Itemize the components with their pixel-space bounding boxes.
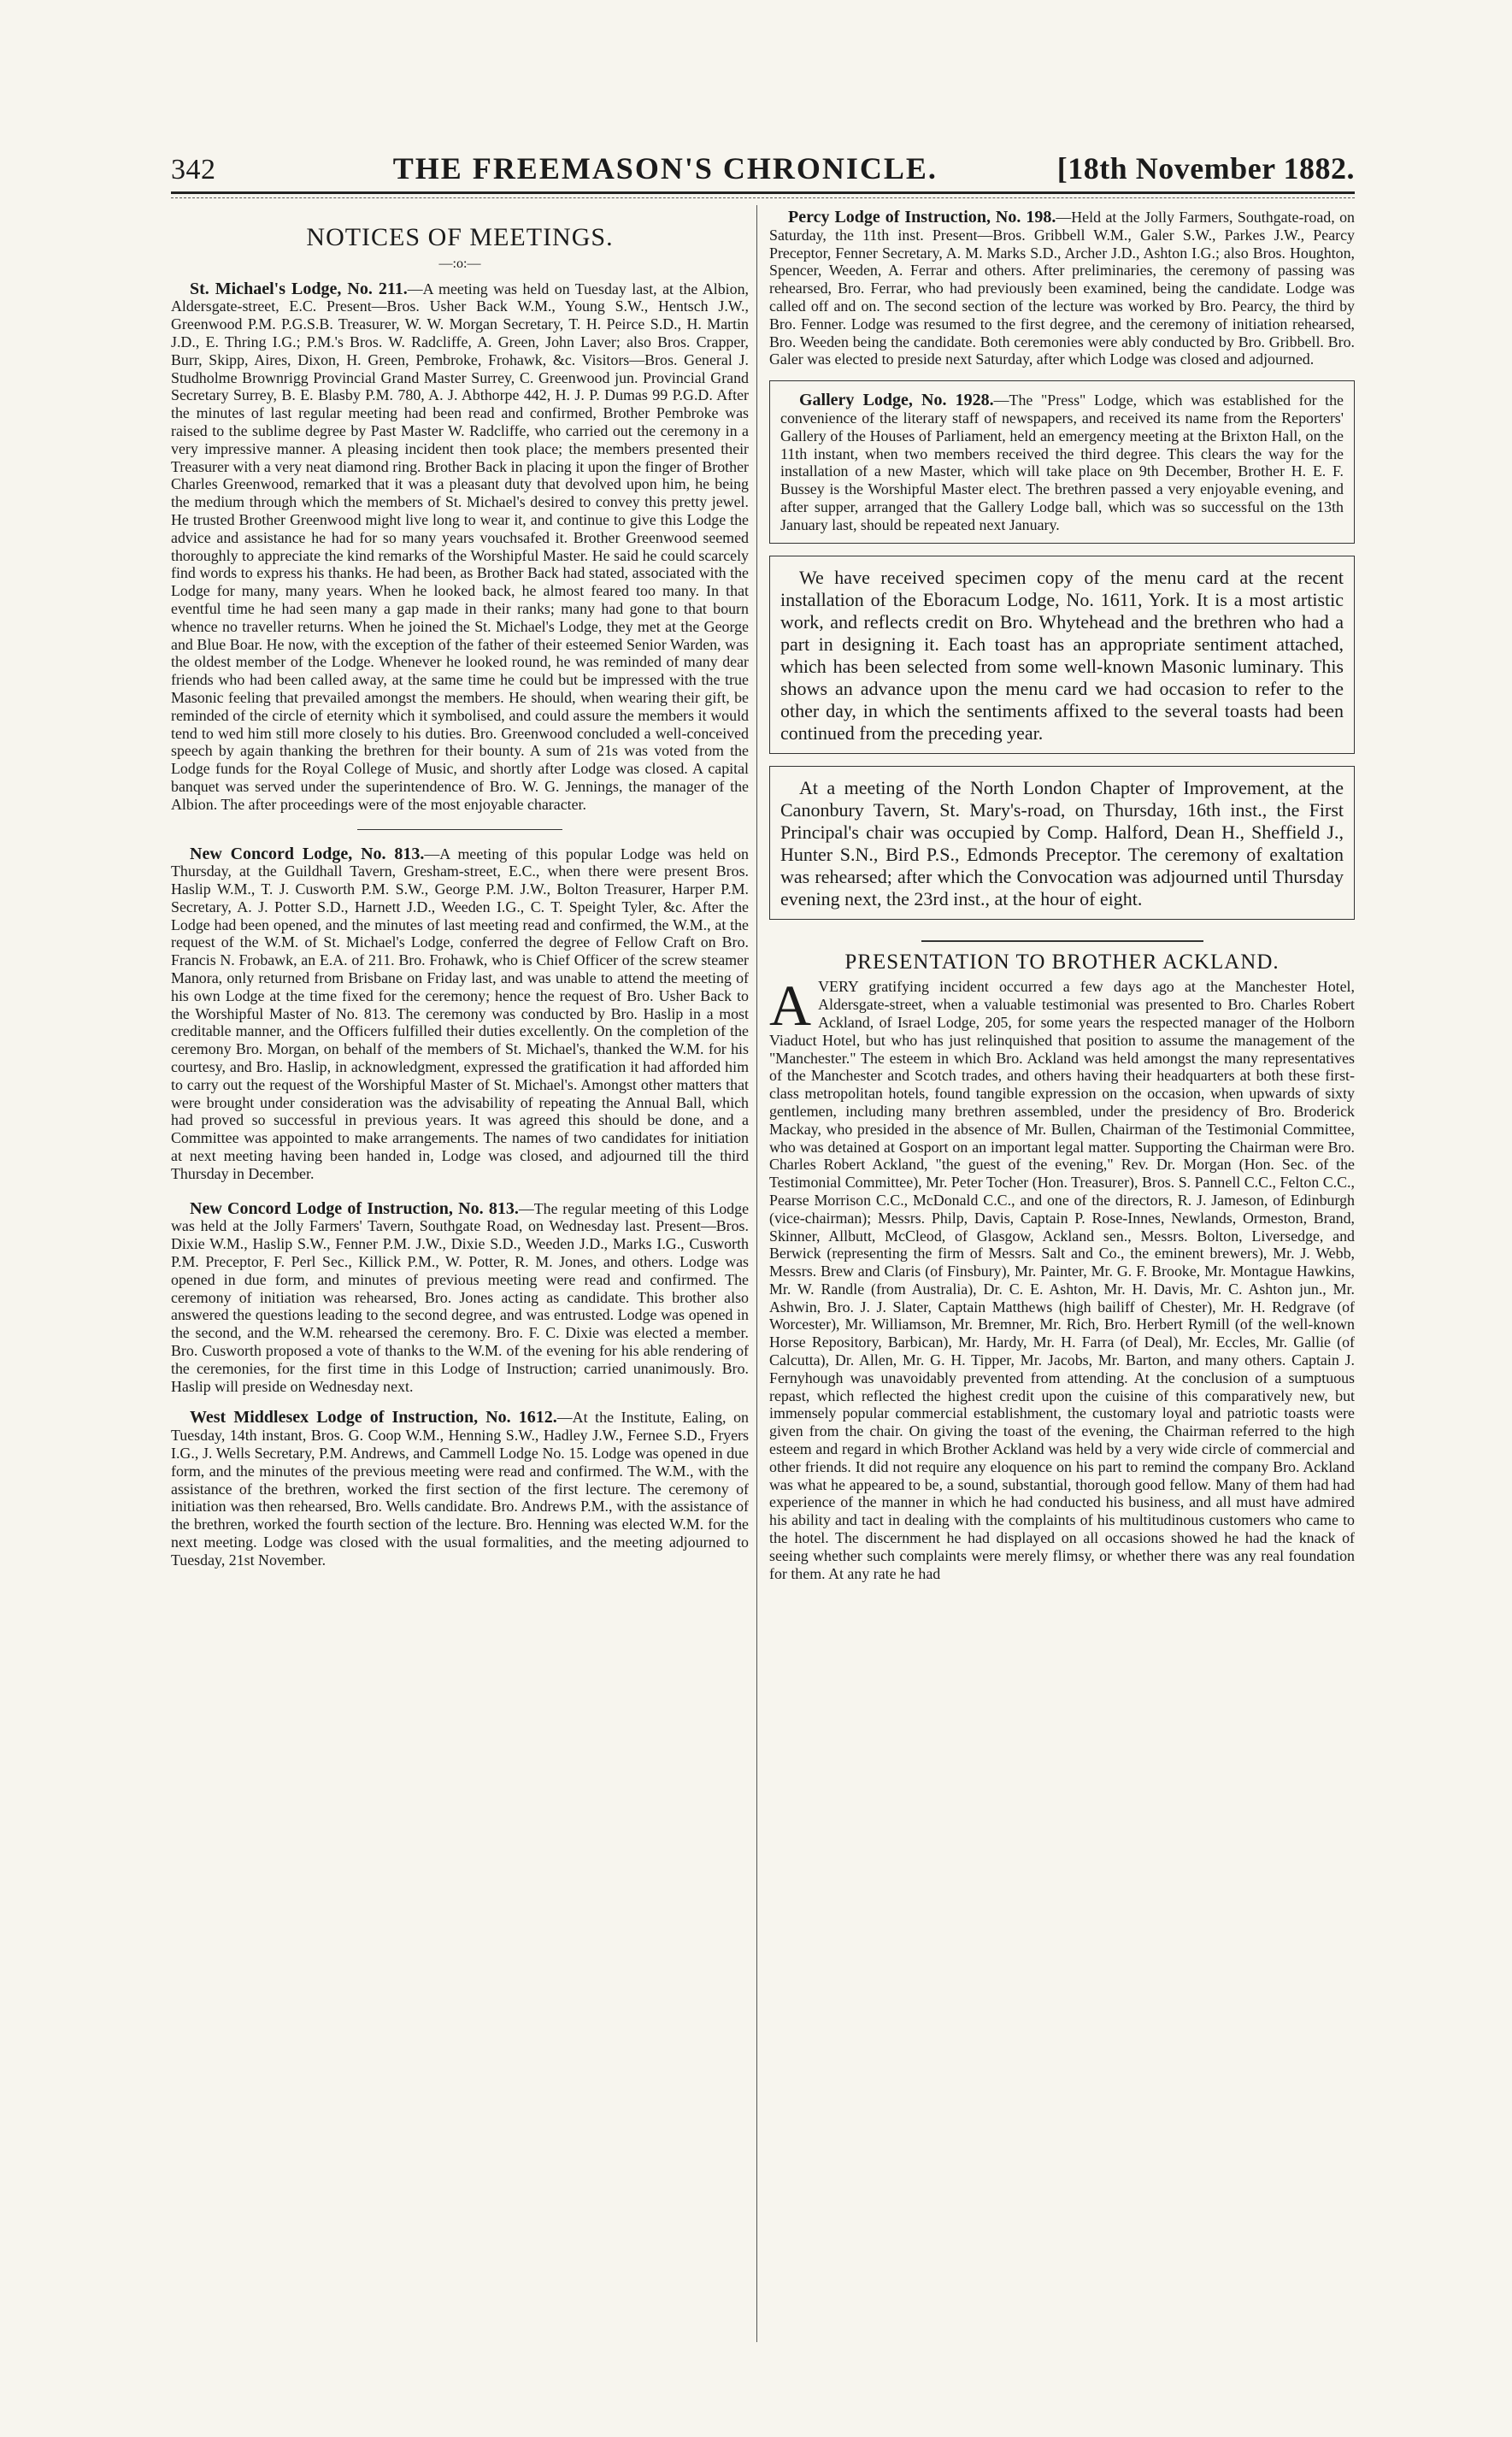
presentation-article [769, 973, 1355, 1582]
masthead-rule [171, 191, 1355, 194]
article-west-middlesex [171, 1409, 749, 1569]
presentation-title: PRESENTATION TO BROTHER ACKLAND. [844, 950, 1280, 974]
menu-card-notice: We have received specimen copy of the menu card at the recent installation of the Eboracum Lodge, No. 1611, York. It is a most artistic work, and reflects credit on Bro. Whytehead and the brethren who had a part in designing it. Each toast has an appropriate sentiment attached, which has been selected from some well-known Masonic luminary. This shows an advance upon the menu card we had occasion to refer to the other day, in which the sentiments affixed to the several toasts had been continued from the preceding year. [780, 566, 1344, 744]
menu-card-box [769, 556, 1355, 754]
column-divider [756, 205, 757, 2342]
page-number: 342 [171, 154, 216, 185]
drop-cap: A [769, 973, 812, 1039]
masthead [171, 135, 1355, 186]
chapter-box [769, 766, 1355, 920]
article-body: —Held at the Jolly Farmers, Southgate-road, on Saturday, the 11th inst. Present—Bros. Gribbell W.M., Galer S.W., Parkes J.W., Pearcy Preceptor, Fenner Secretary, A. M. Marks S.D., Archer J.D., Ashton I.G.; also Bros. Houghton, Spencer, Weeden, A. Ferrar and others. After preliminaries, the ceremony of passing was rehearsed, Bro. Ferrar, who had previously been examined, being the candidate. Lodge was called off and on. The second section of the lecture was worked by Bro. Pearcy, the third by Bro. Fenner. Lodge was resumed to the first degree, and the ceremony of initiation rehearsed, Bro. Weeden being the candidate. Both ceremonies were ably conducted by Bro. Gribbell. Bro. Galer was elected to preside next Saturday, after which Lodge was closed and adjourned. [769, 209, 1356, 368]
masthead-dashed-rule [171, 197, 1355, 198]
article-percy [769, 209, 1355, 368]
left-column [171, 209, 749, 1569]
article-heading: Percy Lodge of Instruction, No. 198. [788, 208, 1056, 227]
article-heading: Gallery Lodge, No. 1928. [799, 391, 994, 410]
article-body: —The "Press" Lodge, which was established for the convenience of the literary staff of newspapers, and received its name from the Reporters' Gallery of the Houses of Parliament, held an emergency meeting at the Brixton Hall, on the 11th instant, when two members received the third degree. This clears the way for the installation of a new Master, which will take place on 9th December, Brother H. E. F. Bussey is the Worshipful Master elect. The brethren passed a very enjoyable evening, and after supper, arranged that the Gallery Lodge ball, which was so successful on the 13th January last, should be repeated next January. [780, 391, 1344, 533]
article-body: —The regular meeting of this Lodge was held at the Jolly Farmers' Tavern, Southgate Road, on Wednesday last. Present—Bros. Dixie W.M., Haslip S.W., Fenner P.M. J.W., Dixie S.D., Weeden J.D., Marks I.G., Cusworth P.M. Preceptor, F. Perl Sec., Killick P.M., W. Potter, R. M. Jones, and others. Lodge was opened in due form, and minutes of previous meeting were read and confirmed. The ceremony of initiation was rehearsed, Bro. Jones acting as candidate. This brother also answered the questions leading to the second degree, and was entrusted. Lodge was opened in the second, and the W.M. rehearsed the ceremony. Bro. F. C. Dixie was elected a member. Bro. Cusworth proposed a vote of thanks to the W.M. of the evening for his able rendering of the ceremonies, for the first time in this Lodge of Instruction; carried unanimously. Bro. Haslip will preside on Wednesday next. [171, 1199, 750, 1395]
article-new-concord [171, 845, 749, 1183]
chapter-notice: At a meeting of the North London Chapter of Improvement, at the Canonbury Tavern, St. Mary's-road, on Thursday, 16th inst., the First Principal's chair was occupied by Comp. Halford, Dean H., Sheffield J., Hunter S.N., Bird P.S., Edmonds Preceptor. The ceremony of exaltation was rehearsed; after which the Convocation was adjourned until Thursday evening next, the 23rd inst., at the hour of eight. [780, 776, 1344, 909]
article-body: —A meeting of this popular Lodge was held on Thursday, at the Guildhall Tavern, Gresham-street, E.C., when there were present Bros. Haslip W.M., T. J. Cusworth P.M. S.W., George P.M. J.W., Bolton Treasurer, Harper P.M. Secretary, A. J. Potter S.D., Harnett J.D., Weeden I.G., C. T. Speight Tyler, &c. After the Lodge had been opened, and the minutes of last meeting read and confirmed, the W.M., at the request of the W.M. of St. Michael's Lodge, conferred the degree of Fellow Craft on Bro. Francis N. Frobawk, an E.A. of 211. Bro. Frohawk, who is Chief Officer of the screw steamer Manora, only returned from Brisbane on Friday last, and was unable to attend the meeting of his own Lodge at the time fixed for the ceremony; hence the request of Bro. Usher Back to the Worshipful Master of No. 813. The ceremony was conducted by Bro. Haslip in a most creditable manner, and the Officers fulfilled their duties excellently. On the completion of the ceremony Bro. Morgan, on behalf of the members of St. Michael's, thanked the W.M. for his courtesy, and Bro. Haslip, in acknowledgment, expressed the gratification it had afforded him to carry out the request of the Worshipful Master of St. Michael's. Amongst other matters that were brought under consideration was the advisability of repeating the Annual Ball, which had proved so successful in previous years. It was agreed this should be done, and a Committee was appointed to make arrangements. The names of two candidates for initiation at next meeting having been handed in, Lodge was closed, and adjourned till the third Thursday in December. [171, 845, 749, 1182]
article-st-michaels [171, 280, 749, 814]
article-separator [357, 829, 562, 830]
article-heading: New Concord Lodge, No. 813. [190, 844, 425, 863]
right-column [769, 209, 1355, 1582]
presentation-separator [921, 940, 1203, 942]
article-body: —A meeting was held on Tuesday last, at the Albion, Aldersgate-street, E.C. Present—Bros. Usher Back W.M., Young S.W., Hentsch J.W., Greenwood P.M. P.G.S.B. Treasurer, W. W. Morgan Secretary, T. H. Peirce S.D., H. Martin J.D., E. Thring I.G.; P.M.'s Bros. W. Radcliffe, A. Green, John Laver; also Bros. Crapper, Burr, Skipp, Aires, Dixon, H. Green, Pembroke, Frohawk, &c. Visitors—Bros. General J. Studholme Brownrigg Provincial Grand Master Surrey, C. Greenwood jun. Provincial Grand Secretary Surrey, B. E. Blasby P.M. 780, A. J. Abthorpe 442, H. J. P. Dumas 99 P.G.D. After the minutes of last regular meeting had been read and confirmed, Brother Pembroke was raised to the sublime degree by Past Master W. Radcliffe, who carried out the ceremony in a very impressive manner. A pleasing incident then took place; the members presented their Treasurer with a very neat diamond ring. Brother Back in placing it upon the finger of Brother Charles Greenwood, remarked that it was a pleasant duty that devolved upon him, he being the medium through which the members of St. Michael's desired to convey this pretty jewel. He trusted Brother Greenwood might live long to wear it, and continue to give this Lodge the advice and assistance he had for so many years vouchsafed it. Brother Greenwood seemed thoroughly to appreciate the kind remarks of the Worshipful Master. He said he could scarcely find words to express his thanks. He had been, as Brother Back had stated, associated with the Lodge for many, many years. When he looked back, he almost feared too many. In that eventful time he had seen many a gap made in their ranks; many had gone to that bourn whence no traveller returns. When he joined the St. Michael's Lodge, they met at the George and Blue Boar. He now, with the exception of the father of their esteemed Senior Warden, was the oldest member of the Lodge. Whenever he looked round, he was reminded of many dear friends who had been called away, at the same time he could but be impressed with the true Masonic feeling that prevailed amongst the members. He should, when wearing their gift, be reminded of the circle of eternity which it symbolised, and could assure the members it would tend to wed him still more closely to his duties. Bro. Greenwood concluded a well-conceived speech by again thanking the brethren for their bounty. A sum of 21s was voted from the Lodge funds for the Royal College of Music, and shortly after Lodge was closed. A capital banquet was served under the superintendence of Bro. W. G. Jennings, the manager of the Albion. The after proceedings were of the most enjoyable character. [171, 280, 749, 813]
article-heading: West Middlesex Lodge of Instruction, No. 1612. [190, 1408, 557, 1427]
section-ornament: —:o:— [438, 256, 481, 271]
newspaper-title: THE FREEMASON'S CHRONICLE. [392, 151, 938, 185]
issue-date: [18th November 1882. [1056, 151, 1355, 185]
presentation-body: VERY gratifying incident occurred a few days ago at the Manchester Hotel, Aldersgate-street, when a valuable testimonial was presented to Bro. Charles Robert Ackland, of Israel Lodge, 205, for some years the respected manager of the Holborn Viaduct Hotel, but who has just relinquished that position to assume the management of the "Manchester." The esteem in which Bro. Ackland was held amongst the many representatives of the Manchester and Scotch trades, and others having their headquarters at both these first-class metropolitan hotels, found tangible expression on the occasion, when upwards of sixty gentlemen, including many brethren assembled, under the presidency of Bro. Broderick Mackay, who presided in the absence of Mr. Bullen, Chairman of the Testimonial Committee, who was detained at Gosport on an important legal matter. Supporting the Chairman were Bro. Charles Robert Ackland, "the guest of the evening," Rev. Dr. Morgan (Hon. Sec. of the Testimonial Committee), Mr. Peter Tocher (Hon. Treasurer), Bros. S. Pannell C.C., Felton C.C., Pearse Morrison C.C., McDonald C.C., and one of the directors, R. J. Jameson, of Edinburgh (vice-chairman); Messrs. Philp, Davis, Captain P. Rose-Innes, Newlands, Ormeston, Brand, Skinner, Allbutt, McCleod, of Glasgow, Ackland sen., Messrs. Bolton, Liversedge, and Berwick (representing the firm of Messrs. Salt and Co., the eminent brewers), Mr. J. Webb, Messrs. Brew and Claris (of Finsbury), Mr. Painter, Mr. G. F. Brooke, Mr. Montague Hawkins, Mr. W. Randle (from Australia), Dr. C. E. Ashton, Mr. H. Davis, Mr. C. Ashton jun., Mr. Ashwin, Bro. J. J. Slater, Captain Matthews (high bailiff of Chester), Mr. H. Redgrave (of Worcester), Mr. Williamson, Mr. Bremner, Mr. Rich, Bro. Herbert Rymill (of the well-known Horse Repository, Barbican), Mr. Hardy, Mr. H. Farra (of Deal), Mr. Eccles, Mr. Gallie (of Calcutta), Dr. Allen, Mr. G. H. Tipper, Mr. Jacobs, Mr. Barton, and many others. Captain J. Fernyhough was unavoidably prevented from attending. At the conclusion of a sumptuous repast, which reflected the highest credit upon the cuisine of this comparatively new, but immensely popular commercial establishment, the customary loyal and patriotic toasts were given from the chair. On giving the toast of the evening, the Chairman referred to the high esteem and regard in which Brother Ackland was held by a very wide circle of commercial and other friends. It did not require any eloquence on his part to remind the company Bro. Ackland was what he appeared to be, a sound, substantial, thorough good fellow. Many of them had had experience of the manner in which he had conducted his business, and all must have admired his ability and tact in dealing with the complaints of his multitudinous customers who came to the hotel. The discernment he had displayed on all occasions showed he had the knack of seeing whether such complaints were merely flimsy, or whether there was any real foundation for them. At any rate he had [769, 978, 1355, 1582]
article-new-concord-instruction [171, 1200, 749, 1396]
article-heading: St. Michael's Lodge, No. 211. [190, 279, 408, 298]
article-body: —At the Institute, Ealing, on Tuesday, 14th instant, Bros. G. Coop W.M., Henning S.W., Hadley J.W., Fernee S.D., Fryers I.G., J. Wells Secretary, P.M. Andrews, and Cammell Lodge No. 15. Lodge was opened in due form, and the minutes of the previous meeting were read and confirmed. The W.M., with the assistance of the brethren, worked the first section of the first lecture. The ceremony of initiation was then rehearsed, Bro. Wells candidate. Bro. Andrews P.M., with the assistance of the brethren, worked the fourth section of the lecture. Bro. Henning was elected W.M. for the next meeting. Lodge was closed with the usual formalities, and the meeting adjourned to Tuesday, 21st November. [171, 1409, 749, 1569]
article-gallery [780, 391, 1344, 533]
section-title: NOTICES OF MEETINGS. [306, 223, 614, 251]
article-heading: New Concord Lodge of Instruction, No. 813. [190, 1198, 519, 1218]
gallery-box [769, 380, 1355, 543]
